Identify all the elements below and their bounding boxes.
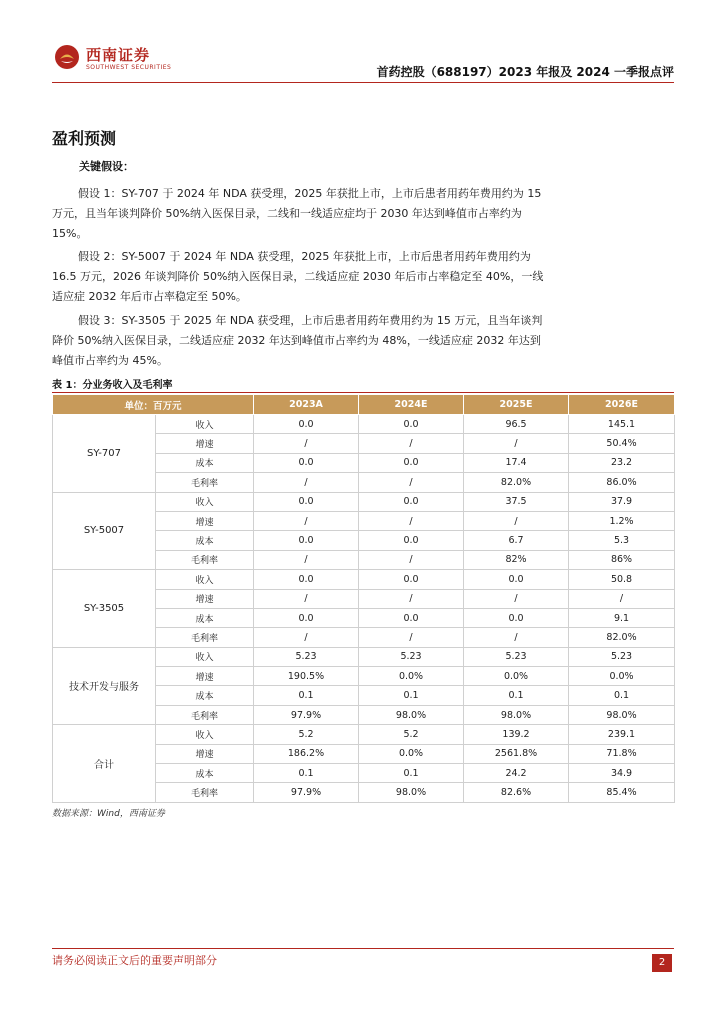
segment-name-cell: SY-707 xyxy=(53,415,156,493)
document-title: 首药控股（688197）2023 年报及 2024 一季报点评 xyxy=(376,65,674,79)
value-cell: / xyxy=(359,550,464,569)
value-cell: 37.9 xyxy=(569,492,675,511)
value-cell: 0.1 xyxy=(569,686,675,705)
value-cell: 82% xyxy=(464,550,569,569)
table-top-divider xyxy=(52,392,674,393)
value-cell: 5.2 xyxy=(359,725,464,744)
value-cell: 0.1 xyxy=(359,764,464,783)
segment-name-cell: SY-3505 xyxy=(53,570,156,648)
value-cell: 0.0 xyxy=(254,570,359,589)
value-cell: 6.7 xyxy=(464,531,569,550)
segment-name-cell: 技术开发与服务 xyxy=(53,647,156,725)
value-cell: / xyxy=(464,589,569,608)
table-row xyxy=(53,570,675,589)
value-cell: 0.0 xyxy=(359,492,464,511)
value-cell: 50.4% xyxy=(569,434,675,453)
value-cell: 190.5% xyxy=(254,667,359,686)
value-cell: 0.0 xyxy=(359,608,464,627)
table-header-row xyxy=(53,395,675,415)
value-cell: 96.5 xyxy=(464,415,569,434)
metric-cell: 收入 xyxy=(156,570,254,589)
footer-divider xyxy=(52,948,674,949)
metric-cell: 毛利率 xyxy=(156,705,254,724)
page-number: 2 xyxy=(652,954,672,972)
metric-cell: 增速 xyxy=(156,434,254,453)
value-cell: 98.0% xyxy=(569,705,675,724)
value-cell: / xyxy=(464,434,569,453)
value-cell: 0.0 xyxy=(359,531,464,550)
value-cell: 86.0% xyxy=(569,473,675,492)
value-cell: 17.4 xyxy=(464,453,569,472)
value-cell: / xyxy=(359,473,464,492)
metric-cell: 成本 xyxy=(156,531,254,550)
header-2023a: 2023A xyxy=(254,395,359,415)
value-cell: 2561.8% xyxy=(464,744,569,763)
value-cell: / xyxy=(254,434,359,453)
metric-cell: 增速 xyxy=(156,667,254,686)
value-cell: 23.2 xyxy=(569,453,675,472)
metric-cell: 增速 xyxy=(156,744,254,763)
value-cell: 34.9 xyxy=(569,764,675,783)
value-cell: 97.9% xyxy=(254,705,359,724)
metric-cell: 收入 xyxy=(156,492,254,511)
value-cell: 0.0 xyxy=(464,608,569,627)
header-2026e: 2026E xyxy=(569,395,675,415)
value-cell: 71.8% xyxy=(569,744,675,763)
value-cell: 0.1 xyxy=(254,686,359,705)
key-assumptions-heading: 关键假设： xyxy=(79,160,134,173)
logo-text-cn: 西南证券 xyxy=(86,46,151,64)
value-cell: 98.0% xyxy=(464,705,569,724)
value-cell: 0.1 xyxy=(359,686,464,705)
data-source-note: 数据来源：Wind，西南证券 xyxy=(52,809,165,819)
table-row xyxy=(53,415,675,434)
value-cell: 0.0 xyxy=(254,608,359,627)
value-cell: 0.0 xyxy=(254,453,359,472)
metric-cell: 成本 xyxy=(156,608,254,627)
metric-cell: 毛利率 xyxy=(156,550,254,569)
value-cell: / xyxy=(359,589,464,608)
value-cell: 24.2 xyxy=(464,764,569,783)
value-cell: 0.0 xyxy=(464,570,569,589)
table-row xyxy=(53,725,675,744)
value-cell: / xyxy=(254,473,359,492)
value-cell: / xyxy=(359,628,464,647)
value-cell: 82.0% xyxy=(464,473,569,492)
value-cell: 50.8 xyxy=(569,570,675,589)
value-cell: / xyxy=(464,511,569,530)
value-cell: 97.9% xyxy=(254,783,359,802)
value-cell: 98.0% xyxy=(359,705,464,724)
metric-cell: 成本 xyxy=(156,453,254,472)
value-cell: / xyxy=(254,589,359,608)
value-cell: 0.1 xyxy=(464,686,569,705)
table-row xyxy=(53,647,675,666)
value-cell: 86% xyxy=(569,550,675,569)
revenue-margin-table xyxy=(52,395,675,803)
header-unit: 单位：百万元 xyxy=(53,395,254,415)
value-cell: 82.0% xyxy=(569,628,675,647)
value-cell: 0.0 xyxy=(254,415,359,434)
assumption-paragraph-1: 假设 1：SY-707 于 2024 年 NDA 获受理，2025 年获批上市，上市后患者用药年费用约为 15 万元，且当年谈判降价 50%纳入医保目录，二线和一线适应症均于 2030 年达到峰值市占率约为 15%。 xyxy=(52,187,542,240)
value-cell: 5.23 xyxy=(569,647,675,666)
value-cell: 239.1 xyxy=(569,725,675,744)
value-cell: / xyxy=(359,511,464,530)
value-cell: 186.2% xyxy=(254,744,359,763)
company-logo xyxy=(52,40,212,76)
value-cell: 139.2 xyxy=(464,725,569,744)
value-cell: / xyxy=(254,550,359,569)
metric-cell: 毛利率 xyxy=(156,628,254,647)
metric-cell: 成本 xyxy=(156,764,254,783)
metric-cell: 收入 xyxy=(156,647,254,666)
metric-cell: 增速 xyxy=(156,511,254,530)
value-cell: / xyxy=(254,511,359,530)
table-title: 表 1：分业务收入及毛利率 xyxy=(52,380,173,391)
section-title: 盈利预测 xyxy=(52,129,117,148)
value-cell: 5.2 xyxy=(254,725,359,744)
value-cell: 85.4% xyxy=(569,783,675,802)
segment-name-cell: SY-5007 xyxy=(53,492,156,570)
value-cell: 0.0% xyxy=(359,744,464,763)
header-2025e: 2025E xyxy=(464,395,569,415)
value-cell: 0.0 xyxy=(359,453,464,472)
header-2024e: 2024E xyxy=(359,395,464,415)
page-header xyxy=(52,40,674,84)
metric-cell: 成本 xyxy=(156,686,254,705)
value-cell: 0.0 xyxy=(254,492,359,511)
metric-cell: 收入 xyxy=(156,725,254,744)
value-cell: 0.0% xyxy=(569,667,675,686)
value-cell: / xyxy=(254,628,359,647)
value-cell: / xyxy=(569,589,675,608)
value-cell: 82.6% xyxy=(464,783,569,802)
value-cell: 1.2% xyxy=(569,511,675,530)
value-cell: 5.23 xyxy=(254,647,359,666)
value-cell: / xyxy=(464,628,569,647)
value-cell: 9.1 xyxy=(569,608,675,627)
table-row xyxy=(53,492,675,511)
value-cell: 0.0 xyxy=(359,415,464,434)
metric-cell: 增速 xyxy=(156,589,254,608)
logo-emblem-icon xyxy=(54,44,80,70)
value-cell: 145.1 xyxy=(569,415,675,434)
value-cell: 0.1 xyxy=(254,764,359,783)
value-cell: 5.3 xyxy=(569,531,675,550)
value-cell: / xyxy=(359,434,464,453)
value-cell: 0.0% xyxy=(359,667,464,686)
assumption-paragraph-2: 假设 2：SY-5007 于 2024 年 NDA 获受理，2025 年获批上市，上市后患者用药年费用约为 16.5 万元，2026 年谈判降价 50%纳入医保目录，二线适应症 2030 年后市占率稳定至 40%，一线适应症 2032 年后市占率稳定至 50%。 xyxy=(52,250,544,303)
footer-disclaimer: 请务必阅读正文后的重要声明部分 xyxy=(52,954,217,967)
header-divider xyxy=(52,82,674,83)
value-cell: 98.0% xyxy=(359,783,464,802)
value-cell: 0.0% xyxy=(464,667,569,686)
metric-cell: 毛利率 xyxy=(156,783,254,802)
value-cell: 0.0 xyxy=(359,570,464,589)
assumption-paragraph-3: 假设 3：SY-3505 于 2025 年 NDA 获受理，上市后患者用药年费用约为 15 万元，且当年谈判降价 50%纳入医保目录，二线适应症 2032 年达到峰值市占率约为 48%，一线适应症 2032 年达到峰值市占率约为 45%。 xyxy=(52,314,543,367)
value-cell: 5.23 xyxy=(464,647,569,666)
segment-name-cell: 合计 xyxy=(53,725,156,803)
value-cell: 5.23 xyxy=(359,647,464,666)
metric-cell: 毛利率 xyxy=(156,473,254,492)
metric-cell: 收入 xyxy=(156,415,254,434)
value-cell: 0.0 xyxy=(254,531,359,550)
value-cell: 37.5 xyxy=(464,492,569,511)
logo-text-en: SOUTHWEST SECURITIES xyxy=(86,64,172,71)
